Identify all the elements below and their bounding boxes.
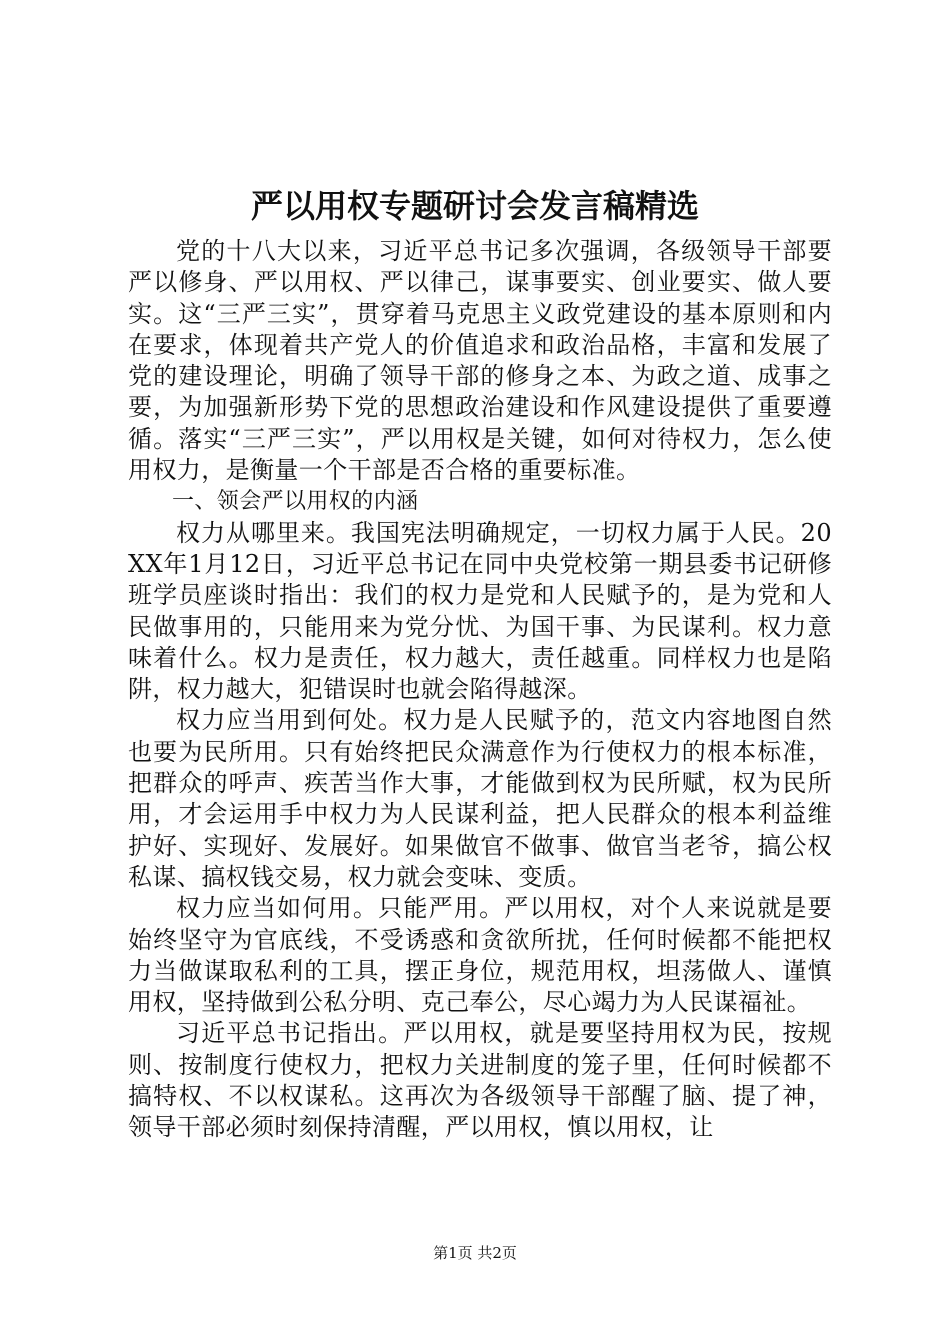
paragraph-xi-quote: 习近平总书记指出。严以用权，就是要坚持用权为民，按规则、按制度行使权力，把权力关进制度的笼子里，任何时候都不搞特权、不以权谋私。这再次为各级领导干部醒了脑、提了神，领导干部必须时刻保持清醒，严以用权，慎以用权，让 (128, 1019, 832, 1142)
section-heading: 一、领会严以用权的内涵 (172, 489, 419, 515)
paragraph-power-how: 权力应当如何用。只能严用。严以用权，对个人来说就是要始终坚守为官底线，不受诱惑和贪欲所扰，任何时候都不能把权力当做谋取私利的工具，摆正身位，规范用权，坦荡做人、谨慎用权，坚持做到公私分明、克己奉公，尽心竭力为人民谋福祉。 (128, 894, 832, 1017)
page-footer: 第1页 共2页 (433, 1244, 517, 1262)
paragraph-power-source: 权力从哪里来。我国宪法明确规定，一切权力属于人民。20XX年1月12日，习近平总书记在同中央党校第一期县委书记研修班学员座谈时指出：我们的权力是党和人民赋予的，是为党和人民做事用的，只能用来为党分忧、为国干事、为民谋利。权力意味着什么。权力是责任，权力越大，责任越重。同样权力也是陷阱，权力越大，犯错误时也就会陷得越深。 (128, 518, 832, 704)
paragraph-intro: 党的十八大以来，习近平总书记多次强调，各级领导干部要严以修身、严以用权、严以律己，谋事要实、创业要实、做人要实。这“三严三实”，贯穿着马克思主义政党建设的基本原则和内在要求，体现着共产党人的价值追求和政治品格，丰富和发展了党的建设理论，明确了领导干部的修身之本、为政之道、成事之要，为加强新形势下党的思想政治建设和作风建设提供了重要遵循。落实“三严三实”，严以用权是关键，如何对待权力，怎么使用权力，是衡量一个干部是否合格的重要标准。 (128, 237, 832, 485)
paragraph-power-use: 权力应当用到何处。权力是人民赋予的，范文内容地图自然也要为民所用。只有始终把民众满意作为行使权力的根本标准，把群众的呼声、疾苦当作大事，才能做到权为民所赋，权为民所用，才会运用手中权力为人民谋利益，把人民群众的根本利益维护好、实现好、发展好。如果做官不做事、做官当老爷，搞公权私谋、搞权钱交易，权力就会变味、变质。 (128, 706, 832, 891)
document-title: 严以用权专题研讨会发言稿精选 (250, 187, 699, 225)
document-body (128, 236, 832, 1144)
